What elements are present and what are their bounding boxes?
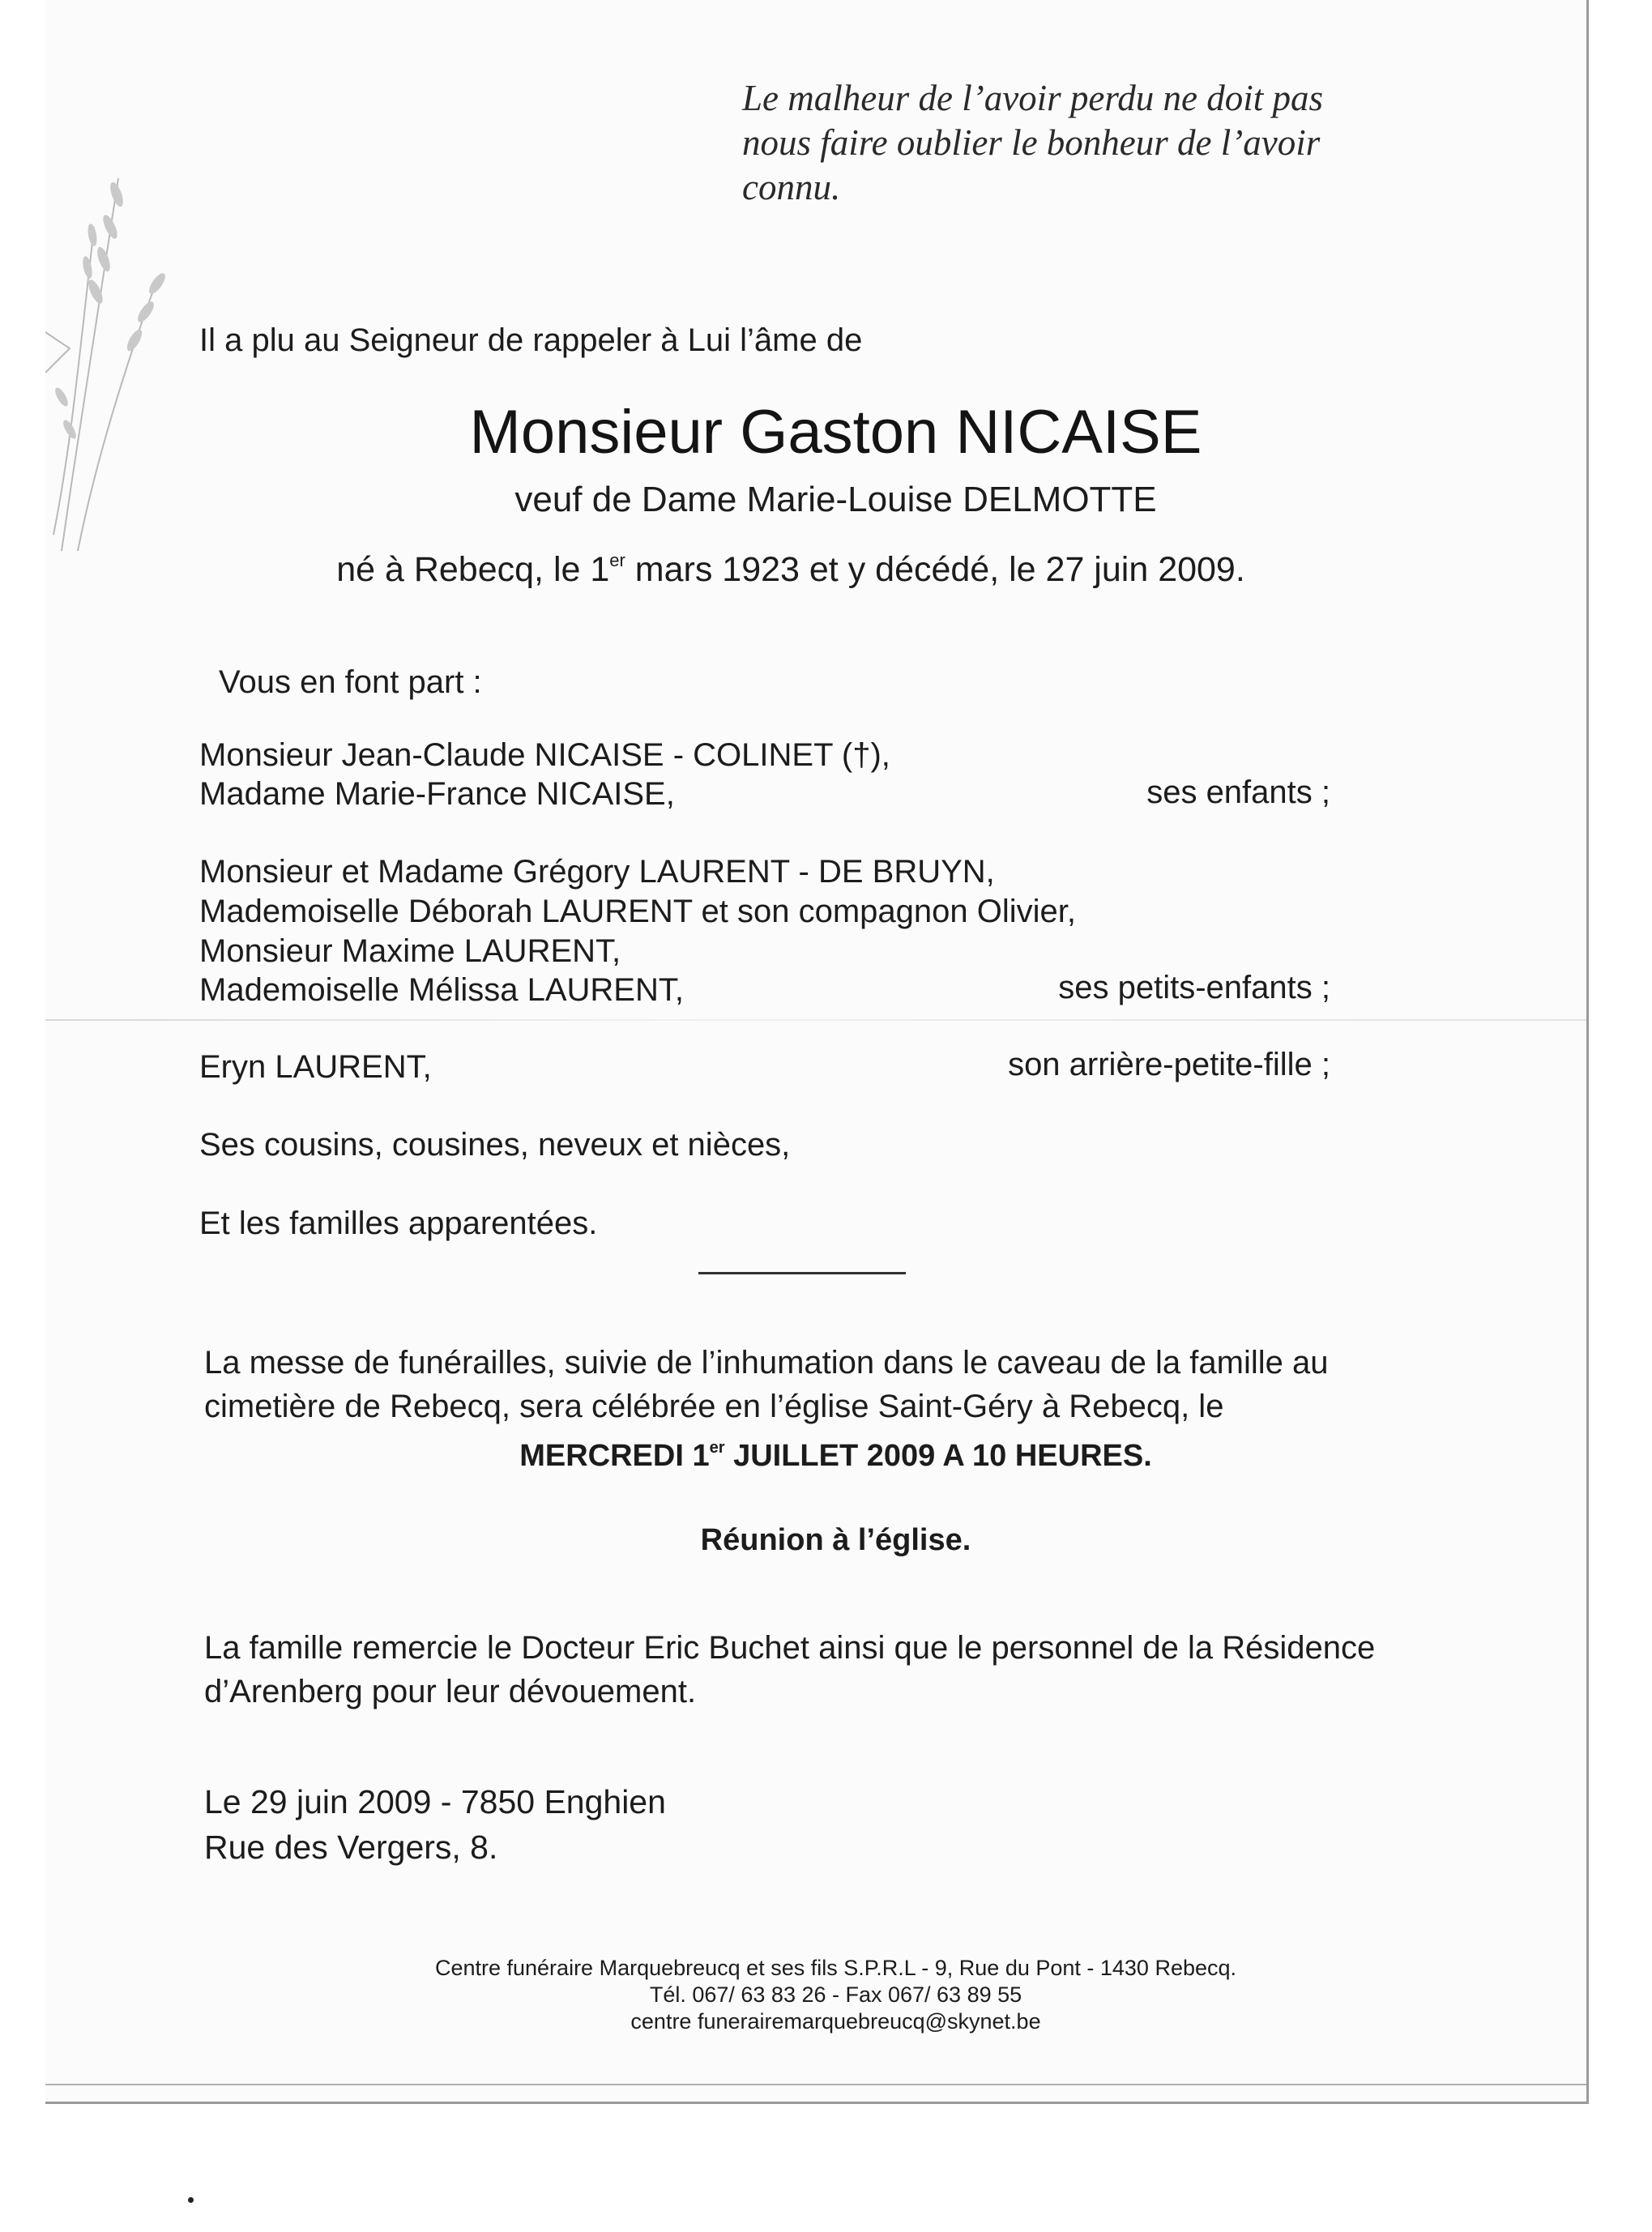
grandchildren-relation: ses petits-enfants ; xyxy=(1058,970,1330,1005)
grandchildren-line-1: Monsieur et Madame Grégory LAURENT - DE BRUYN, xyxy=(199,854,995,890)
mass-line-2: cimetière de Rebecq, sera célébrée en l’église Saint-Géry à Rebecq, le xyxy=(204,1389,1224,1424)
funeral-date-part-1: MERCREDI 1 xyxy=(519,1439,710,1473)
meeting-line: Réunion à l’église. xyxy=(700,1523,971,1557)
section-divider xyxy=(698,1272,906,1274)
wheat-decoration xyxy=(45,130,183,551)
deceased-name: Monsieur Gaston NICAISE xyxy=(469,398,1202,467)
quote-line-3: connu. xyxy=(742,167,841,207)
great-grandchild-relation: son arrière-petite-fille ; xyxy=(1008,1047,1330,1082)
birth-death-part-2: mars 1923 et y décédé, le 27 juin 2009. xyxy=(625,550,1245,589)
thanks-line-2: d’Arenberg pour leur dévouement. xyxy=(204,1674,697,1709)
address-line-1: Le 29 juin 2009 - 7850 Enghien xyxy=(204,1783,666,1820)
footer-line-3: centre funerairemarquebreucq@skynet.be xyxy=(630,2009,1041,2034)
address-line-2: Rue des Vergers, 8. xyxy=(204,1829,498,1866)
great-grandchild-line: Eryn LAURENT, xyxy=(199,1049,432,1085)
fold-line xyxy=(45,1019,1586,1021)
announce-line: Vous en font part : xyxy=(219,664,482,700)
widow-of-line: veuf de Dame Marie-Louise DELMOTTE xyxy=(514,480,1157,519)
birth-death-part-1: né à Rebecq, le 1 xyxy=(336,550,610,589)
memorial-quote xyxy=(742,76,1471,210)
funeral-date xyxy=(340,1439,1331,1474)
grandchildren-line-3: Monsieur Maxime LAURENT, xyxy=(199,933,621,969)
grandchildren-line-2: Mademoiselle Déborah LAURENT et son compagnon Olivier, xyxy=(199,894,1077,929)
family-address xyxy=(204,1779,666,1870)
thanks-line-1: La famille remercie le Docteur Eric Buchet ainsi que le personnel de la Résidence xyxy=(204,1630,1376,1666)
stray-dot xyxy=(188,2197,194,2203)
birth-death-line xyxy=(256,550,1325,590)
funeral-date-ordinal: er xyxy=(709,1439,725,1457)
footer-line-2: Tél. 067/ 63 83 26 - Fax 067/ 63 89 55 xyxy=(649,1982,1022,2007)
birth-ordinal: er xyxy=(609,550,625,570)
intro-line: Il a plu au Seigneur de rappeler à Lui l’âme de xyxy=(199,322,863,358)
cousins-line: Ses cousins, cousines, neveux et nièces, xyxy=(199,1127,791,1163)
families-line: Et les familles apparentées. xyxy=(199,1206,598,1241)
funeral-date-part-2: JUILLET 2009 A 10 HEURES. xyxy=(724,1439,1152,1473)
mass-line-1: La messe de funérailles, suivie de l’inhumation dans le caveau de la famille au xyxy=(204,1345,1329,1381)
quote-line-2: nous faire oublier le bonheur de l’avoir xyxy=(742,122,1321,163)
funeral-home-footer xyxy=(340,1955,1331,2035)
announcement-card xyxy=(45,0,1589,2104)
mass-paragraph xyxy=(204,1341,1462,1428)
quote-line-1: Le malheur de l’avoir perdu ne doit pas xyxy=(742,78,1323,118)
footer-line-1: Centre funéraire Marquebreucq et ses fils S.P.R.L - 9, Rue du Pont - 1430 Rebecq. xyxy=(434,1956,1237,1980)
children-relation: ses enfants ; xyxy=(1146,775,1330,810)
children-line-2: Madame Marie-France NICAISE, xyxy=(199,776,675,812)
thanks-paragraph xyxy=(204,1626,1462,1713)
children-line-1: Monsieur Jean-Claude NICAISE - COLINET (†), xyxy=(199,737,890,773)
grandchildren-line-4: Mademoiselle Mélissa LAURENT, xyxy=(199,972,684,1008)
